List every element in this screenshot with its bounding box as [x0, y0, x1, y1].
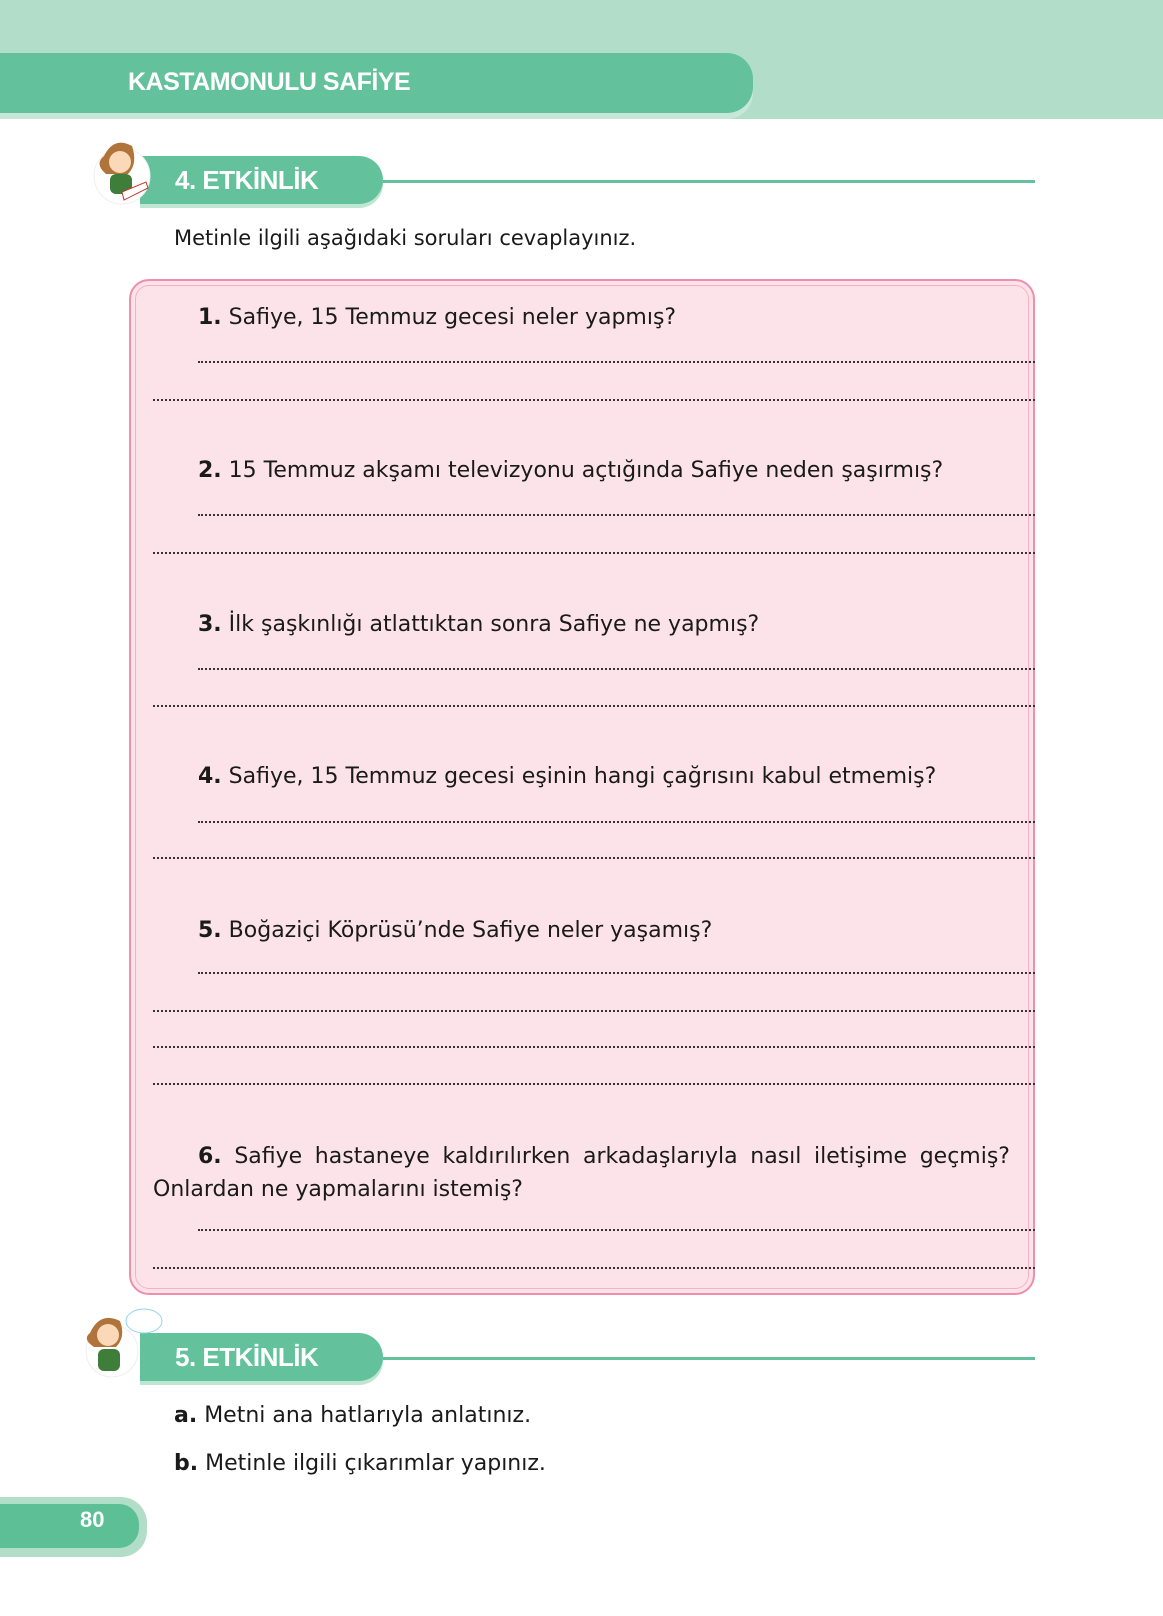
answer-line[interactable] — [153, 1267, 1035, 1269]
question-text: Safiye, 15 Temmuz gecesi neler yapmış? — [228, 305, 677, 330]
answer-line[interactable] — [198, 972, 1035, 974]
question-3 — [198, 612, 759, 637]
activity-5-header — [0, 1333, 1163, 1383]
question-number: 6. — [198, 1144, 222, 1169]
question-text: 15 Temmuz akşamı televizyonu açtığında Safiye neden şaşırmış? — [228, 458, 944, 483]
girl-speech-bubble-icon — [76, 1307, 168, 1379]
answer-line[interactable] — [153, 857, 1035, 859]
answer-line[interactable] — [153, 1010, 1035, 1012]
divider-line — [383, 180, 1035, 183]
answer-line[interactable] — [198, 821, 1035, 823]
answer-line[interactable] — [198, 514, 1035, 516]
answer-line[interactable] — [153, 399, 1035, 401]
question-text: Safiye, 15 Temmuz gecesi eşinin hangi çağrısını kabul etmemiş? — [228, 764, 937, 789]
activity-5-pill — [140, 1333, 383, 1381]
chapter-title-bar — [0, 53, 753, 113]
activity-5-item-b — [174, 1451, 546, 1476]
answer-line[interactable] — [198, 668, 1035, 670]
question-4 — [198, 764, 936, 789]
divider-line — [383, 1357, 1035, 1360]
question-text: İlk şaşkınlığı atlattıktan sonra Safiye ne yapmış? — [228, 612, 760, 637]
question-number: 5. — [198, 918, 222, 943]
girl-reading-icon — [84, 134, 154, 206]
item-label: b. — [174, 1451, 199, 1476]
activity-4-pill — [140, 156, 383, 204]
answer-line[interactable] — [198, 361, 1035, 363]
chapter-title: KASTAMONULU SAFİYE — [128, 68, 411, 96]
answer-line[interactable] — [153, 1083, 1035, 1085]
item-label: a. — [174, 1403, 198, 1428]
question-number: 1. — [198, 305, 222, 330]
question-6 — [153, 1140, 1010, 1206]
question-number: 4. — [198, 764, 222, 789]
answer-line[interactable] — [153, 1046, 1035, 1048]
item-text: Metinle ilgili çıkarımlar yapınız. — [205, 1451, 546, 1476]
question-text: Boğaziçi Köprüsü’nde Safiye neler yaşamış? — [228, 918, 713, 943]
item-text: Metni ana hatlarıyla anlatınız. — [204, 1403, 532, 1428]
activity-4-instruction: Metinle ilgili aşağıdaki soruları cevaplayınız. — [174, 226, 637, 250]
question-1 — [198, 305, 676, 330]
page-number-tab — [0, 1497, 147, 1557]
activity-4-title: 4. ETKİNLİK — [175, 165, 319, 195]
answer-line[interactable] — [153, 705, 1035, 707]
activity-5-item-a — [174, 1403, 531, 1428]
answer-line[interactable] — [153, 552, 1035, 554]
activity-4-header — [0, 156, 1163, 206]
question-text: Safiye hastaneye kaldırılırken arkadaşlarıyla nasıl iletişime geçmiş? Onlardan ne yapmalarını istemiş? — [153, 1144, 1010, 1202]
page-number: 80 — [80, 1507, 105, 1532]
answer-line[interactable] — [198, 1229, 1035, 1231]
question-number: 2. — [198, 458, 222, 483]
activity-5-title: 5. ETKİNLİK — [175, 1342, 319, 1372]
question-number: 3. — [198, 612, 222, 637]
question-2 — [198, 458, 943, 483]
question-5 — [198, 918, 712, 943]
